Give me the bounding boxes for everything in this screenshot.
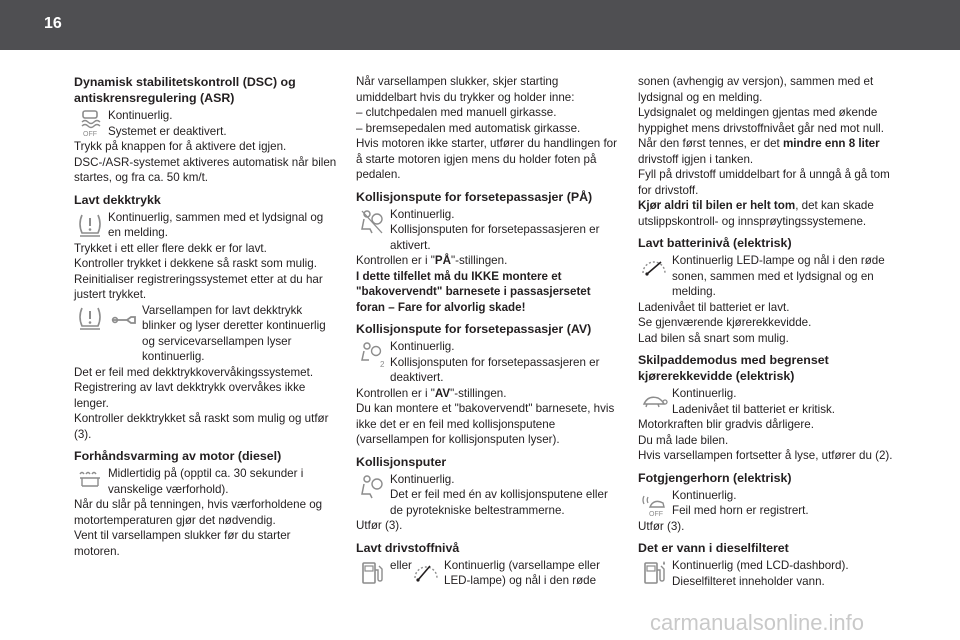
fuel-pump-icon xyxy=(356,558,390,588)
section-pedestrian-horn xyxy=(638,470,902,535)
page-header-bar xyxy=(0,0,960,50)
section-title: Lavt drivstoffnivå xyxy=(356,540,460,555)
body-line: Du må lade bilen. xyxy=(638,433,729,447)
body-line: Utfør (3). xyxy=(356,519,403,532)
body-line: Ladenivået til batteriet er lavt. xyxy=(638,300,790,314)
glow-plug-icon xyxy=(74,466,108,496)
page-number: 16 xyxy=(44,15,62,32)
icon-line: Midlertidig på (opptil ca. 30 sekunder i vanskelige værforhold). xyxy=(108,467,304,496)
icon-line: Kontinuerlig. xyxy=(672,387,737,400)
body-line: Kontrollen er i "PÅ"-stillingen. xyxy=(356,254,508,267)
icon-line: Dieselfilteret inneholder vann. xyxy=(672,574,825,588)
section-low-fuel-continued xyxy=(638,74,902,229)
section-turtle-mode xyxy=(638,352,902,464)
icon-line: Kontinuerlig (varsellampe eller LED-lampe) og nål i den røde xyxy=(444,558,600,587)
icon-line: Systemet er deaktivert. xyxy=(108,124,227,138)
section-title: Skilpaddemodus med begrenset kjørerekkevidde (elektrisk) xyxy=(638,353,829,383)
body-line: Se gjenværende kjørerekkevidde. xyxy=(638,316,812,329)
section-title: Forhåndsvarming av motor (diesel) xyxy=(74,449,282,463)
passenger-airbag-off-icon xyxy=(356,339,390,369)
tyre-pressure-icon xyxy=(74,210,108,240)
svg-text:OFF: OFF xyxy=(83,131,97,138)
section-low-tyre-pressure xyxy=(74,192,338,443)
body-line: Kontrollen er i "AV"-stillingen. xyxy=(356,386,507,400)
eller-text: eller xyxy=(390,558,412,572)
icon-line: Feil med horn er registrert. xyxy=(672,504,809,517)
body-line: Trykket i ett eller flere dekk er for lavt. xyxy=(74,241,267,255)
pedestrian-horn-icon xyxy=(638,488,672,518)
section-airbag-off xyxy=(356,321,620,448)
body-line: Trykk på knappen for å aktivere det igjen. xyxy=(74,140,287,153)
section-title: Lavt batterinivå (elektrisk) xyxy=(638,236,792,250)
icon-line: Varsellampen for lavt dekktrykk blinker og lyser deretter kontinuerlig og servicevarsellampen lyser kontinuerlig. xyxy=(142,303,326,363)
icon-line: Kollisjonsputen for forsetepassasjeren er aktivert. xyxy=(390,223,600,252)
body-line: Lydsignalet og meldingen gjentas med økende hyppighet mens drivstoffnivået går ned mot null. xyxy=(638,106,884,135)
water-in-fuel-icon xyxy=(638,558,672,588)
section-title: Kollisjonspute for forsetepassasjer (AV) xyxy=(356,322,592,336)
watermark: carmanualsonline.info xyxy=(650,610,865,635)
icon-line: Kontinuerlig. xyxy=(390,340,455,353)
body-line: Motorkraften blir gradvis dårligere. xyxy=(638,418,814,431)
warning-text: I dette tilfellet må du IKKE montere et "bakovervendt" barnesete i passasjersetet foran – Fare for alvorlig skade! xyxy=(356,269,591,314)
body-line: Kjør aldri til bilen er helt tom, det kan skade utslippskontroll- og innsprøytingssystemene. xyxy=(638,199,874,228)
body-line: Når du slår på tenningen, hvis værforholdene og motortemperaturen gjør det nødvendig. xyxy=(74,498,323,527)
icon-line: Det er feil med én av kollisjonsputene eller de pyrotekniske beltestrammerne. xyxy=(390,488,608,517)
section-title: Lavt dekktrykk xyxy=(74,192,161,207)
icon-line: Kontinuerlig. xyxy=(672,488,737,502)
section-low-battery xyxy=(638,235,902,346)
body-line: DSC-/ASR-systemet aktiveres automatisk når bilen startes, og fra ca. 50 km/t. xyxy=(74,155,337,184)
body-line: Hvis varsellampen fortsetter å lyse, utfører du (2). xyxy=(638,449,893,462)
section-airbags xyxy=(356,454,620,534)
section-title: Dynamisk stabilitetskontroll (DSC) og antiskrensregulering (ASR) xyxy=(74,75,296,105)
body-line: Reinitialiser registreringssystemet etter at du har justert trykket. xyxy=(74,272,323,301)
section-dsc-asr xyxy=(74,74,338,186)
body-line: Kontroller dekktrykket så raskt som mulig og utfør (3). xyxy=(74,412,329,441)
body-line: Fyll på drivstoff umiddelbart for å unngå å gå tom for drivstoff. xyxy=(638,168,890,197)
body-line: Kontroller trykket i dekkene så raskt som mulig. xyxy=(74,257,317,270)
section-preheat-continued xyxy=(356,74,620,183)
body-line: Lad bilen så snart som mulig. xyxy=(638,331,789,345)
body-line: – clutchpedalen med manuell girkasse. xyxy=(356,106,557,119)
section-low-fuel xyxy=(356,540,620,589)
turtle-icon xyxy=(638,386,672,416)
section-title: Det er vann i dieselfilteret xyxy=(638,541,789,555)
body-line: – bremsepedalen med automatisk girkasse. xyxy=(356,121,581,135)
section-title: Kollisjonsputer xyxy=(356,454,447,469)
section-engine-preheat xyxy=(74,448,338,559)
column-3 xyxy=(638,74,902,595)
icon-line: Kontinuerlig, sammen med et lydsignal og en melding. xyxy=(108,210,324,239)
section-airbag-on xyxy=(356,189,620,316)
body-line: Utfør (3). xyxy=(638,519,685,533)
icon-line: Kontinuerlig. xyxy=(108,109,173,122)
section-title: Fotgjengerhorn (elektrisk) xyxy=(638,470,792,485)
airbag-fault-icon xyxy=(356,472,390,502)
body-line: Det er feil med dekktrykkovervåkingssystemet. xyxy=(74,365,314,379)
column-1 xyxy=(74,74,338,565)
icon-line: Kollisjonsputen for forsetepassasjeren er deaktivert. xyxy=(390,355,600,384)
svg-text:2: 2 xyxy=(380,360,385,369)
icon-line: Kontinuerlig. xyxy=(390,472,455,486)
icon-line: Kontinuerlig (med LCD-dashbord). xyxy=(672,559,849,572)
body-line: Vent til varsellampen slukker før du starter motoren. xyxy=(74,529,291,558)
svg-text:OFF: OFF xyxy=(649,510,663,518)
section-title: Kollisjonspute for forsetepassasjer (PÅ) xyxy=(356,189,593,204)
body-line: Du kan montere et "bakovervendt" barnesete, hvis ikke det er en feil med kollisjonsputene (varsellampen for kollisjonsputen lyser). xyxy=(356,402,615,446)
icon-line: Kontinuerlig. xyxy=(390,207,455,221)
body-line: sonen (avhengig av versjon), sammen med et lydsignal og en melding. xyxy=(638,75,874,104)
icon-line: Ladenivået til batteriet er kritisk. xyxy=(672,402,836,416)
battery-gauge-icon xyxy=(638,253,672,283)
body-line: Hvis motoren ikke starter, utfører du handlingen for å starte motoren igjen mens du holder foten på pedalen. xyxy=(356,137,617,181)
body-line: Registrering av lavt dekktrykk overvåkes ikke lenger. xyxy=(74,381,306,410)
section-water-in-diesel xyxy=(638,540,902,589)
icon-line: Kontinuerlig LED-lampe og nål i den røde sonen, sammen med et lydsignal og en melding. xyxy=(672,254,885,298)
passenger-airbag-on-icon xyxy=(356,207,390,237)
fuel-gauge-icon xyxy=(410,558,444,588)
body-line: Når den først tennes, er det mindre enn 8 liter drivstoff igjen i tanken. xyxy=(638,137,880,166)
dsc-off-icon xyxy=(74,108,108,138)
body-line: Når varsellampen slukker, skjer starting umiddelbart hvis du trykker og holder inne: xyxy=(356,75,575,104)
column-2 xyxy=(356,74,620,595)
